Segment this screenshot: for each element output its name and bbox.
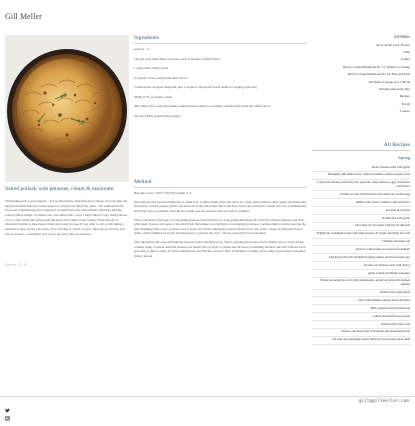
recipe-link[interactable]: Rabbit and wild garlic: [312, 215, 410, 223]
recipe-link[interactable]: Chicken broth with chargrilled spring onions and broad bean tops: [312, 254, 410, 262]
footer-divider: [0, 396, 415, 397]
method-step: Place the dish in the oven and bake the layered potato and fish pie for 1 hour, pressing the potatoes down firmly once or twice during cooking using a spatula, until the potatoes are tender, the top layer is golden and the sauce is bubbling. Remove the dish from the oven and allow it time to settle. It will be much better, and still nice and hot, after 10 minutes of sitting. Serve with a green salad or steamed, buttery greens.: [134, 240, 307, 258]
nav-item[interactable]: Time: [403, 49, 410, 54]
nav-item[interactable]: Root, Stem, Leaf, Flower: [376, 42, 410, 47]
ingredient-line: 500ml (17fl oz) double cream: [134, 94, 173, 99]
recipe-link[interactable]: apple, fennel and thyme pancakes: [312, 270, 410, 278]
nav-home-link[interactable]: Gill Meller: [393, 35, 410, 39]
recipe-link[interactable]: Yoghurt & cardamom sorbet with lemon honey & purple sprouting broccoli: [312, 231, 410, 239]
recipe-intro: This makes such a good supper – it is so much more than fish and potatoes. You can take out the sliced salted fish and on the surface it would look much the same – but underneath the crisp and caramelised potato topping it wouldn't have the extraordinary intensity that the salted pollack brings. So make your own salted fish, cover a large fillet of very fresh pollack, cod or other white fish in fine salt and leave it for 24hrs in the fridge. When the salt is dissolved the fish is then rinsed, dried and ready for use. If you wish to, it's worth taking a moment to take out the pin bones. You can bake it, boil it or fry it, then slice it and use it in lots of recipes, a wonderful way to use up a few leftover potatoes.: [5, 199, 128, 236]
nav-item[interactable]: River Cottage Handbook No 14: Pigs and Pork: [348, 72, 410, 77]
recipe-link[interactable]: Ste bent and asparagus salad with baby broad beans and radish: [312, 337, 410, 345]
nav-item[interactable]: Recipes: [399, 94, 410, 99]
ingredients-heading: Ingredients: [134, 35, 307, 44]
nav-item[interactable]: River Cottage Handbook No 17: Outdoor Cooking: [343, 64, 410, 69]
nav-item[interactable]: Social: [401, 101, 410, 106]
nav-item[interactable]: Contact: [399, 109, 410, 114]
season-heading: Spring: [398, 155, 410, 160]
recipe-hero-image: [5, 35, 129, 182]
recipe-link[interactable]: Sea kale & sea beet: [312, 207, 410, 215]
gratin-dish-illustration: [5, 35, 129, 182]
all-recipes-heading: All Recipes: [312, 142, 410, 151]
recipe-link[interactable]: Rabbit with cream, rosemary and anchovies: [312, 199, 410, 207]
recipe-link[interactable]: Pavlova with orange curd and roast rhubarb: [312, 246, 410, 254]
ingredient-line: 300–400g (10½–14oz) thoroughly soaked salted pollack or cod fillets, skinned and sliced into small pieces: [134, 104, 271, 108]
recipe-link[interactable]: Chicken and nettle pie: [312, 239, 410, 247]
recipe-link[interactable]: Purple sprouting broccoli with taramasalata, preserved lemon & smoked paprika: [312, 278, 410, 290]
social-links: [5, 400, 10, 416]
nav-item[interactable]: The River Cottage A to Z Book: [368, 79, 410, 84]
recipe-serves: Serves 4 – 6: [5, 262, 27, 267]
recipe-link[interactable]: Rabbit with wild sorrel: [312, 321, 410, 329]
method-step: Place a relatively fast layer of overlapping potatoes in the bottom of a large gratin dish about 20–25cm (8–10in) in diameter and 5cm (2in) deep. Scatter over some of the sliced fish, then make a second layer of overlapping potatoes. Continue until you have used up the fish, finishing with a layer of potato on top. Pour over all the remaining cream from the bowl. Top with a couple of marjoram flower stems, which I think look lovely and the florets as glass in the oven – but of course they're not essential.: [134, 217, 306, 236]
method-heading: Method: [134, 179, 307, 188]
method-step: Peel and slice the potatoes thinly into 2–3mm (1/8–1/16in) rounds. Place the slices in a large bowl with the onion, garlic and marjoram, and plenty of black pepper (it may not need salt as the fish brings that to the mix). Place the cream into a small pan over a medium heat and bring it up to a simmer. Pour the hot cream over the potatoes and toss well to combine.: [134, 199, 307, 213]
recipe-title: Salted pollack with potatoes, cream & marjoram: [5, 186, 114, 192]
recipe-link[interactable]: Lemon and elderflower posset: [312, 313, 410, 321]
nav-item[interactable]: Kitchen and studio hire: [379, 86, 410, 91]
ingredient-line: 4–6 garlic cloves, peeled and thinly sliced: [134, 75, 188, 80]
recipe-link[interactable]: Roast chicken with wild garlic: [312, 164, 410, 172]
ingredient-line: serves 4 – 6: [134, 47, 150, 51]
recipe-link[interactable]: Meringue with lemon curd, cream, hazelnuts, primroses and sorrel: [312, 172, 410, 180]
ingredient-line: 2 tablespoons chopped marjoram, plus a couple of marjoram flower stems for topping (optional): [134, 85, 257, 89]
nav-item[interactable]: Gather: [401, 57, 410, 62]
recipe-list: [312, 164, 410, 345]
ingredient-line: 1 large onion, thinly sliced: [134, 66, 169, 70]
recipe-link[interactable]: Tortilla on toast with Pollack, wild garlic & poached egg: [312, 191, 410, 199]
recipe-link[interactable]: Oysters on chicken stock with chives: [312, 262, 410, 270]
method-step: Heat the oven to 180°C/350°F/gas mark 3–4.: [134, 191, 192, 195]
recipe-link[interactable]: Chocolate rye brownies with bay & almonds: [312, 223, 410, 231]
ingredients-section: [134, 35, 307, 123]
site-nav: [312, 35, 410, 117]
ingredient-line: 1kg (2lb 4oz) white floury potatoes, such as Desiree or Maris Piper: [134, 56, 220, 61]
twitter-icon[interactable]: [5, 400, 10, 405]
method-section: [134, 179, 307, 263]
recipe-link[interactable]: Crab with radishes, spring onions & herbs: [312, 297, 410, 305]
contact-email[interactable]: gill@gillmeller.com: [358, 399, 409, 404]
recipe-link[interactable]: Ham, spinach and buckled bean: [312, 305, 410, 313]
ingredient-line: salt and freshly ground black pepper: [134, 113, 181, 118]
recipe-link[interactable]: Cold roast chicken with early new potatoes, baby beetroot, eggs, anchovies and chives: [312, 180, 410, 192]
instagram-icon[interactable]: [5, 408, 10, 413]
recipe-link[interactable]: Oysters and bean soup with nettles and sourdough toast: [312, 329, 410, 337]
site-title[interactable]: Gill Meller: [5, 12, 42, 21]
recipe-link[interactable]: Rabbit with pappardelle: [312, 290, 410, 298]
